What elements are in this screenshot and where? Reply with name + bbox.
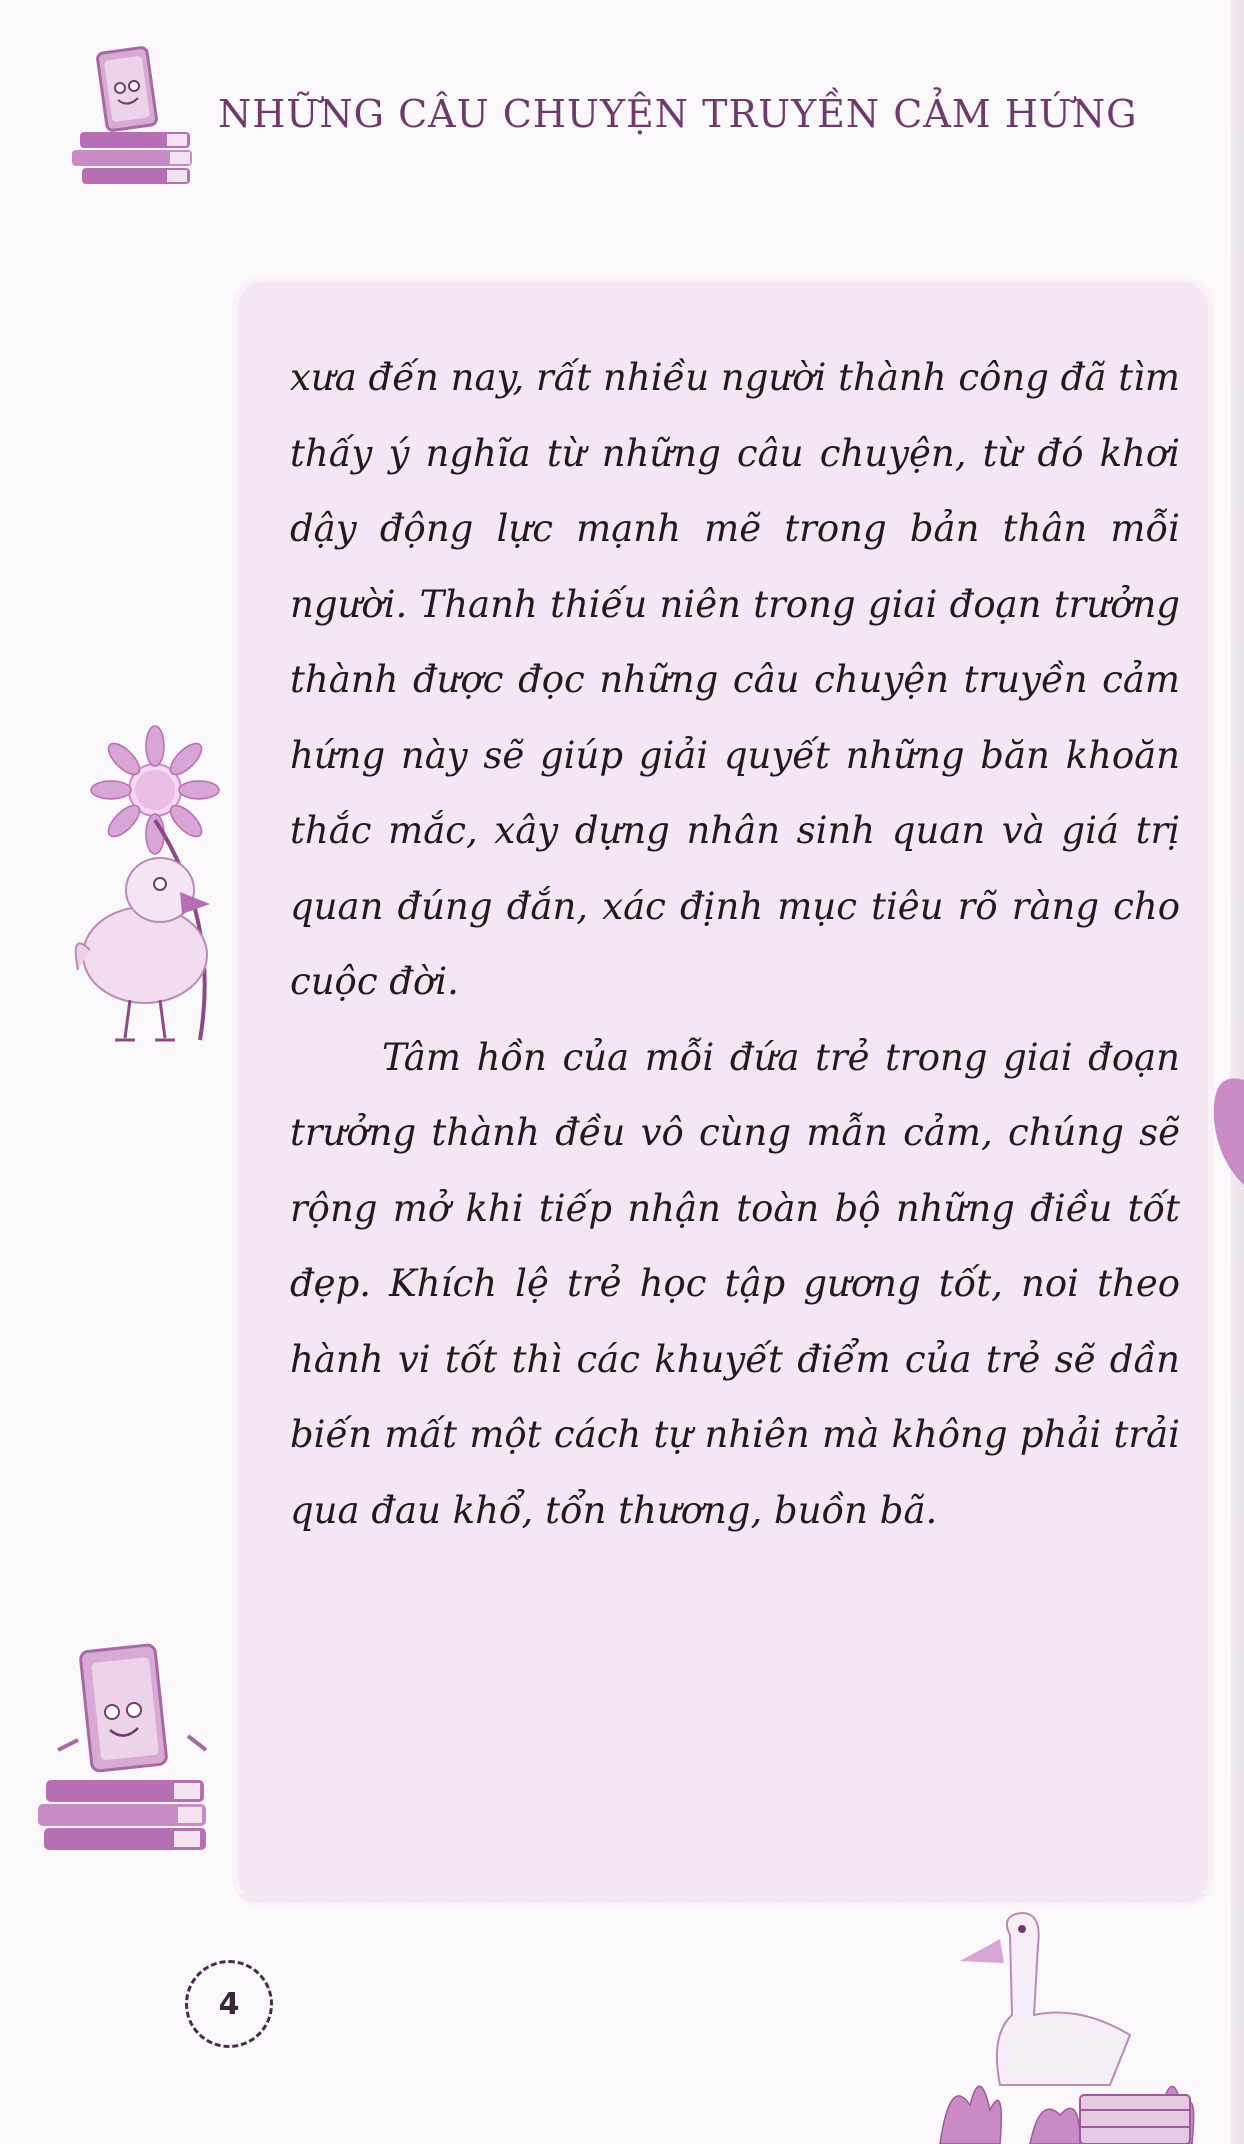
heart-icon [1206,1060,1244,1200]
flower-duck-icon [50,720,250,1060]
book-stack-icon [72,40,202,190]
book-stack-icon [38,1640,213,1870]
duck-vegetables-icon [930,1905,1210,2144]
paragraph-2: Tâm hồn của mỗi đứa trẻ trong giai đoạn trưởng thành đều vô cùng mẫn cảm, chúng sẽ rộng mở khi tiếp nhận toàn bộ những điều tốt đẹp. Khích lệ trẻ học tập gương tốt, noi theo hành vi tốt thì các khuyết điểm của trẻ sẽ dần biến mất một cách tự nhiên mà không phải trải qua đau khổ, tổn thương, buồn bã. [290,1035,1180,1532]
page-number-badge [185,1960,273,2048]
running-header-title: NHỮNG CÂU CHUYỆN TRUYỀN CẢM HỨNG [218,92,1138,136]
body-text [290,340,1180,1548]
paragraph-1: xưa đến nay, rất nhiều người thành công đã tìm thấy ý nghĩa từ những câu chuyện, từ đó khơi dậy động lực mạnh mẽ trong bản thân mỗi người. Thanh thiếu niên trong giai đoạn trưởng thành được đọc những câu chuyện truyền cảm hứng này sẽ giúp giải quyết những băn khoăn thắc mắc, xây dựng nhân sinh quan và giá trị quan đúng đắn, xác định mục tiêu rõ ràng cho cuộc đời. [290,356,1180,1003]
page-number: 4 [218,1986,240,2022]
page-header [0,0,1244,200]
